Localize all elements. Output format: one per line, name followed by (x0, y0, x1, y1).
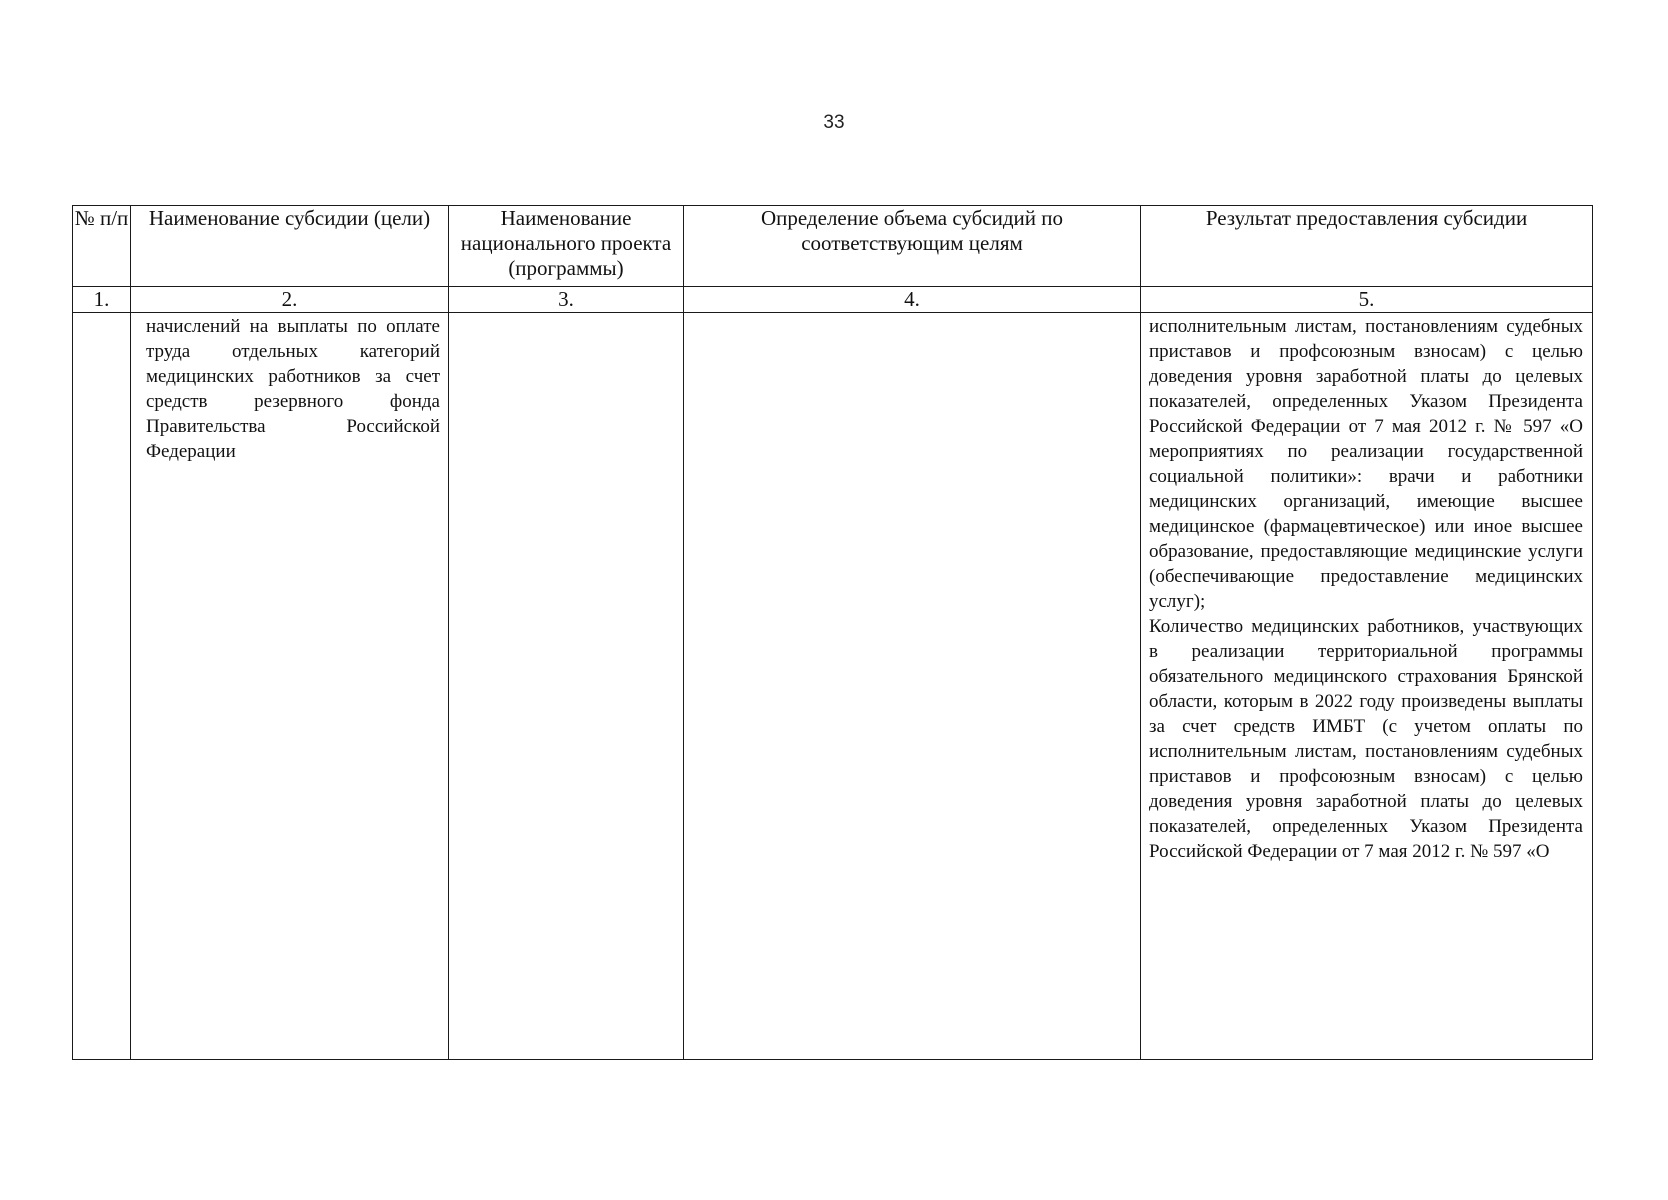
table-row (73, 313, 1593, 1060)
cell-subsidy-name-text: начислений на выплаты по оплате труда отдельных категорий медицинских работников за счет средств резервного фонда Правительства Российской Федерации (146, 316, 440, 462)
column-number: 5. (1141, 287, 1593, 313)
subsidy-table (72, 205, 1593, 1060)
column-number: 3. (449, 287, 684, 313)
cell-national-project (449, 313, 684, 1060)
cell-subsidy-result (1141, 313, 1593, 1060)
header-number: № п/п (73, 206, 131, 287)
table-header-row (73, 206, 1593, 287)
result-paragraph: исполнительным листам, постановлениям судебных приставов и профсоюзным взносам) с целью доведения уровня заработной платы до целевых показателей, определенных Указом Президента Российской Федерации от 7 мая 2012 г. № 597 «О мероприятиях по реализации государственной социальной политики»: врачи и работники медицинских организаций, имеющие высшее медицинское (фармацевтическое) или иное высшее образование, предоставляющие медицинские услуги (обеспечивающие предоставление медицинских услуг); (1149, 316, 1583, 612)
cell-number (73, 313, 131, 1060)
cell-subsidy-volume (684, 313, 1141, 1060)
column-number: 4. (684, 287, 1141, 313)
header-subsidy-result: Результат предоставления субсидии (1141, 206, 1593, 287)
column-number: 1. (73, 287, 131, 313)
column-numbers-row (73, 287, 1593, 313)
cell-subsidy-name (131, 313, 449, 1060)
result-paragraph: Количество медицинских работников, участвующих в реализации территориальной программы обязательного медицинского страхования Брянской области, которым в 2022 году произведены выплаты за счет средств ИМБТ (с учетом оплаты по исполнительным листам, постановлениям судебных приставов и профсоюзным взносам) с целью доведения уровня заработной платы до целевых показателей, определенных Указом Президента Российской Федерации от 7 мая 2012 г. № 597 «О (1149, 616, 1583, 862)
header-subsidy-volume: Определение объема субсидий по соответствующим целям (684, 206, 1141, 287)
page-number: 33 (823, 112, 845, 133)
column-number: 2. (131, 287, 449, 313)
header-national-project: Наименование национального проекта (программы) (449, 206, 684, 287)
header-subsidy-name: Наименование субсидии (цели) (131, 206, 449, 287)
